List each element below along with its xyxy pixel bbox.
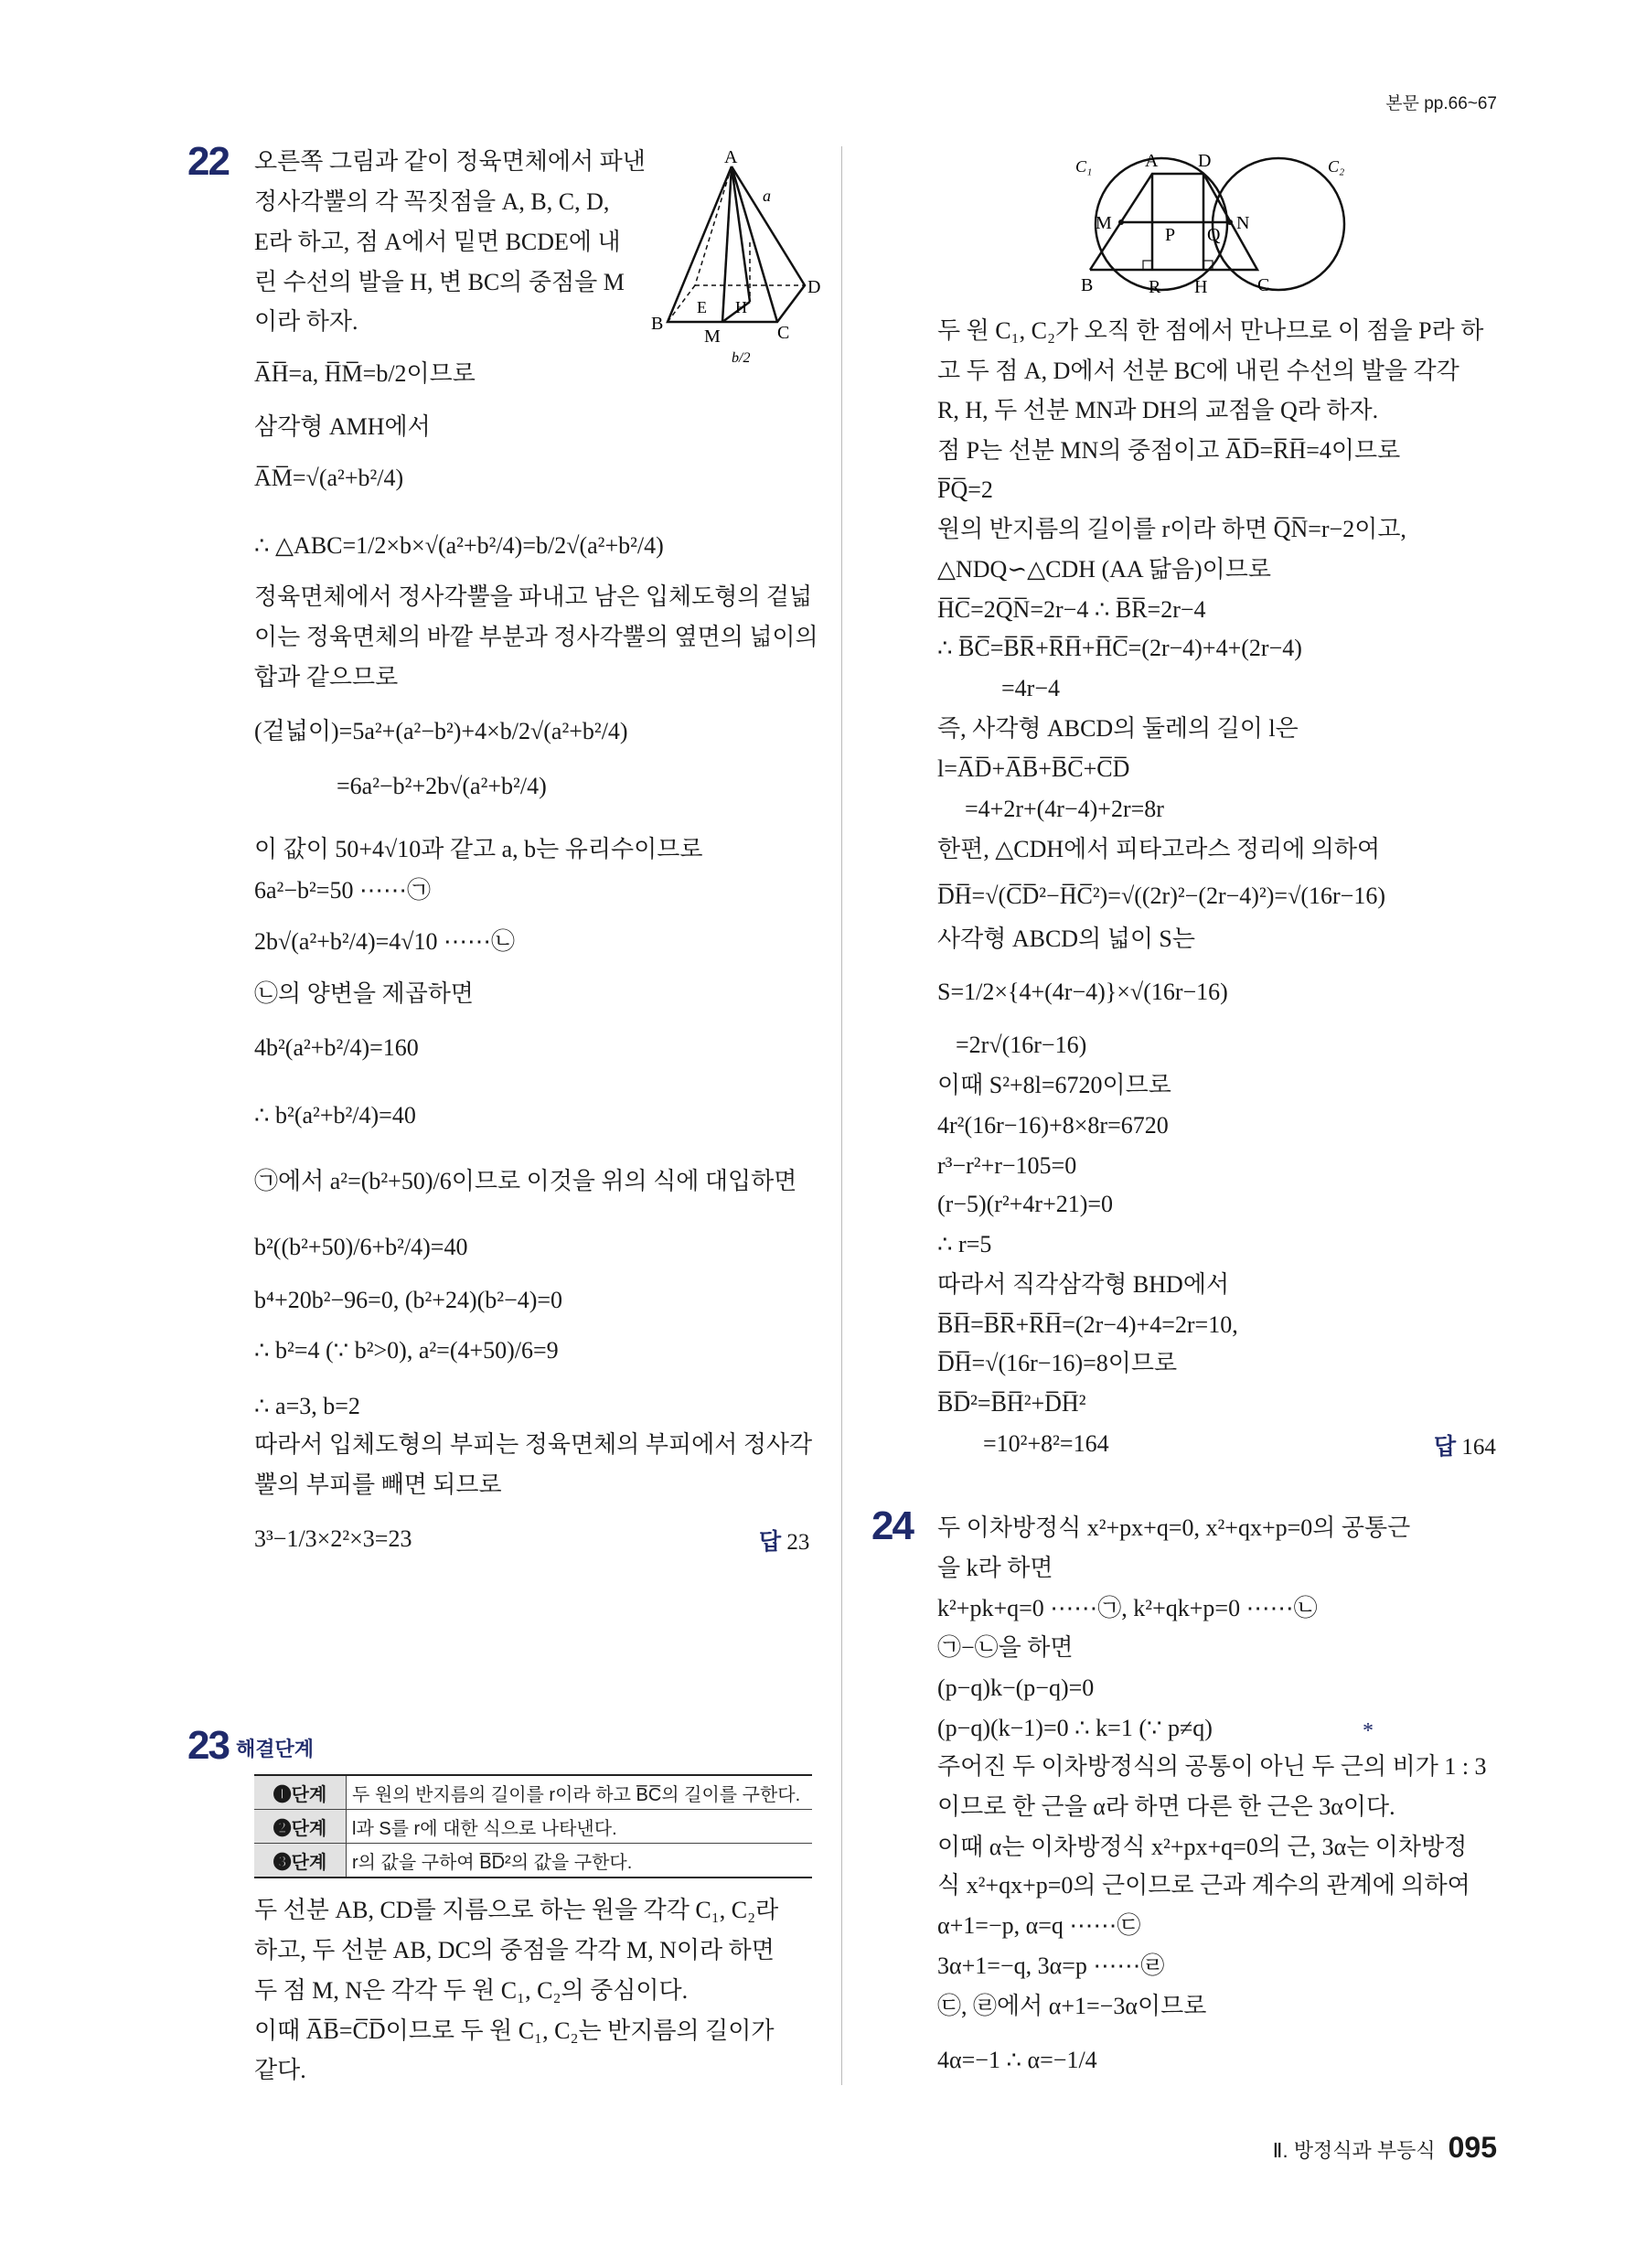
solution-line: 오른쪽 그림과 같이 정육면체에서 파낸	[254, 147, 646, 175]
solution-line: 3α+1=−q, 3α=p ⋯⋯㉣	[937, 1952, 1165, 1980]
solution-line: 이때 S²+8l=6720이므로	[937, 1072, 1171, 1099]
solution-line: 고 두 점 A, D에서 선분 BC에 내린 수선의 발을 각각	[937, 357, 1459, 384]
page-reference: 본문 pp.66~67	[1385, 94, 1497, 113]
solution-line: 두 점 M, N은 각각 두 원 C₁, C₂의 중심이다.	[254, 1976, 689, 2004]
label-C1: C₁	[1075, 157, 1093, 176]
solution-steps-table	[254, 1774, 812, 1878]
solution-line: =2r√(16r−16)	[956, 1032, 1087, 1059]
two-circles-figure	[1070, 146, 1372, 306]
solution-line: b²((b²+50)/6+b²/4)=40	[254, 1233, 468, 1260]
solution-line: R, H, 두 선분 MN과 DH의 교점을 Q라 하자.	[937, 397, 1379, 424]
solution-line: 식 x²+qx+p=0의 근이므로 근과 계수의 관계에 의하여	[937, 1872, 1470, 1899]
label-C2: C₂	[1328, 157, 1345, 176]
label-N: N	[1236, 213, 1250, 233]
solution-line: S=1/2×{4+(4r−4)}×√(16r−16)	[937, 979, 1228, 1006]
solution-line: 같다.	[254, 2057, 306, 2084]
solution-line: 점 P는 선분 MN의 중점이고 A̅D̅=R̅H̅=4이므로	[937, 437, 1401, 465]
solution-line: A̅H̅=a, H̅M̅=b/2이므로	[254, 359, 476, 387]
solution-line: 을 k라 하면	[937, 1554, 1053, 1581]
solution-line: =4+2r+(4r−4)+2r=8r	[965, 795, 1164, 822]
solution-line: A̅M̅=√(a²+b²/4)	[254, 465, 404, 492]
step-row: ❸단계 r의 값을 구하여 B̅D̅²의 값을 구한다.	[254, 1844, 812, 1878]
solution-line: 사각형 ABCD의 넓이 S는	[937, 925, 1196, 953]
solution-line: H̅C̅=2Q̅N̅=2r−4 ∴ B̅R̅=2r−4	[937, 596, 1206, 624]
solution-line: 하고, 두 선분 AB, DC의 중점을 각각 M, N이라 하면	[254, 1936, 775, 1963]
label-D: D	[1198, 151, 1212, 171]
solution-line: ∴ b²(a²+b²/4)=40	[254, 1101, 416, 1129]
solution-line: ∴ r=5	[937, 1230, 992, 1257]
solution-line: 한편, △CDH에서 피타고라스 정리에 의하여	[937, 835, 1381, 862]
column-divider	[841, 146, 842, 2085]
solution-line: B̅D̅²=B̅H̅²+D̅H̅²	[937, 1389, 1086, 1417]
label-P: P	[1165, 225, 1176, 245]
solution-line: 4r²(16r−16)+8×8r=6720	[937, 1111, 1169, 1139]
note-star: *	[1363, 1719, 1374, 1743]
solution-line: 따라서 직각삼각형 BHD에서	[937, 1270, 1230, 1298]
solution-line: 따라서 입체도형의 부피는 정육면체의 부피에서 정사각	[254, 1431, 813, 1459]
label-a: a	[763, 187, 771, 205]
label-D: D	[807, 277, 821, 297]
solution-line: 4b²(a²+b²/4)=160	[254, 1034, 419, 1062]
label-B: B	[1081, 275, 1094, 295]
label-H: H	[1194, 277, 1208, 297]
solution-line: 뿔의 부피를 빼면 되므로	[254, 1471, 502, 1498]
problem-number-24: 24	[871, 1503, 913, 1548]
label-H: H	[735, 298, 747, 316]
answer-23: 답 164	[1434, 1434, 1496, 1460]
label-C: C	[1257, 275, 1270, 295]
solution-line: ∴ B̅C̅=B̅R̅+R̅H̅+H̅C̅=(2r−4)+4+(2r−4)	[937, 635, 1302, 662]
solution-line: 4α=−1 ∴ α=−1/4	[937, 2047, 1097, 2074]
solution-line: 주어진 두 이차방정식의 공통이 아닌 두 근의 비가 1 : 3	[937, 1753, 1487, 1781]
steps-title: 해결단계	[236, 1738, 315, 1760]
solution-line: k²+pk+q=0 ⋯⋯㉠, k²+qk+p=0 ⋯⋯㉡	[937, 1594, 1318, 1621]
solution-line: ∴ a=3, b=2	[254, 1392, 360, 1419]
solution-line: 린 수선의 발을 H, 변 BC의 중점을 M	[254, 268, 625, 295]
solution-line: ㉠에서 a²=(b²+50)/6이므로 이것을 위의 식에 대입하면	[254, 1167, 797, 1194]
step-row: ❶단계 두 원의 반지름의 길이를 r이라 하고 B̅C̅의 길이를 구한다.	[254, 1775, 812, 1810]
solution-line: E라 하고, 점 A에서 밑면 BCDE에 내	[254, 228, 621, 255]
label-A: A	[1145, 151, 1159, 171]
page-footer	[1273, 2131, 1497, 2165]
solution-line: 원의 반지름의 길이를 r이라 하면 Q̅N̅=r−2이고,	[937, 516, 1406, 543]
solution-line: ㉢, ㉣에서 α+1=−3α이므로	[937, 1992, 1207, 2019]
solution-line: (r−5)(r²+4r+21)=0	[937, 1191, 1114, 1217]
step-row: ❷단계 l과 S를 r에 대한 식으로 나타낸다.	[254, 1810, 812, 1844]
problem-number-22: 22	[187, 139, 229, 184]
solution-line: (p−q)k−(p−q)=0	[937, 1674, 1095, 1702]
solution-line: 합과 같으므로	[254, 663, 399, 690]
solution-line: 이때 α는 이차방정식 x²+px+q=0의 근, 3α는 이차방정	[937, 1834, 1468, 1861]
solution-line: (겉넓이)=5a²+(a²−b²)+4×b/2√(a²+b²/4)	[254, 718, 628, 745]
label-Q: Q	[1207, 225, 1221, 245]
solution-line: (p−q)(k−1)=0 ∴ k=1 (∵ p≠q)	[937, 1715, 1213, 1742]
solution-line: =4r−4	[1001, 675, 1060, 702]
solution-line: =10²+8²=164	[983, 1429, 1109, 1457]
page-number: 095	[1448, 2131, 1497, 2164]
label-R: R	[1149, 277, 1161, 297]
solution-line: 두 이차방정식 x²+px+q=0, x²+qx+p=0의 공통근	[937, 1514, 1411, 1541]
solution-line: 즉, 사각형 ABCD의 둘레의 길이 l은	[937, 715, 1299, 743]
solution-line: b⁴+20b²−96=0, (b²+24)(b²−4)=0	[254, 1286, 563, 1313]
solution-line: ∴ b²=4 (∵ b²>0), a²=(4+50)/6=9	[254, 1336, 559, 1364]
solution-line: 정사각뿔의 각 꼭짓점을 A, B, C, D,	[254, 187, 610, 215]
solution-line: 이는 정육면체의 바깥 부분과 정사각뿔의 옆면의 넓이의	[254, 623, 818, 650]
solution-line: 3³−1/3×2²×3=23	[254, 1525, 412, 1553]
solution-line: =6a²−b²+2b√(a²+b²/4)	[337, 772, 547, 799]
label-b-half: b/2	[732, 350, 751, 366]
solution-line: 이 값이 50+4√10과 같고 a, b는 유리수이므로	[254, 835, 703, 862]
problem-number-23: 23	[187, 1723, 229, 1768]
solution-line: 이라 하자.	[254, 308, 358, 336]
solution-line: P̅Q̅=2	[937, 476, 993, 503]
solution-line: ㉡의 양변을 제곱하면	[254, 979, 474, 1007]
label-A: A	[724, 147, 738, 167]
solution-line: 정육면체에서 정사각뿔을 파내고 남은 입체도형의 겉넓	[254, 583, 813, 611]
label-E: E	[697, 298, 707, 316]
solution-line: r³−r²+r−105=0	[937, 1151, 1077, 1179]
solution-line: 두 선분 AB, CD를 지름으로 하는 원을 각각 C₁, C₂라	[254, 1897, 779, 1924]
solution-line: D̅H̅=√(C̅D̅²−H̅C̅²)=√((2r)²−(2r−4)²)=√(16r−16)	[937, 883, 1385, 910]
label-C: C	[777, 323, 790, 343]
answer-22: 답 23	[759, 1529, 810, 1555]
chapter-title: Ⅱ. 방정식과 부등식	[1272, 2139, 1436, 2162]
solution-line: ㉠−㉡을 하면	[937, 1634, 1074, 1662]
solution-line: 삼각형 AMH에서	[254, 412, 431, 440]
solution-line: l=A̅D̅+A̅B̅+B̅C̅+C̅D̅	[937, 754, 1130, 782]
solution-line: 2b√(a²+b²/4)=4√10 ⋯⋯㉡	[254, 928, 516, 956]
solution-line: B̅H̅=B̅R̅+R̅H̅=(2r−4)+4=2r=10,	[937, 1311, 1238, 1338]
solution-line: 두 원 C₁, C₂가 오직 한 점에서 만나므로 이 점을 P라 하	[937, 316, 1484, 344]
label-M: M	[1096, 213, 1112, 233]
pyramid-figure	[640, 146, 823, 384]
solution-line: ∴ △ABC=1/2×b×√(a²+b²/4)=b/2√(a²+b²/4)	[254, 531, 664, 559]
solution-line: △NDQ∽△CDH (AA 닮음)이므로	[937, 556, 1272, 583]
solution-line: α+1=−p, α=q ⋯⋯㉢	[937, 1912, 1141, 1940]
solution-line: 이때 A̅B̅=C̅D̅이므로 두 원 C₁, C₂는 반지름의 길이가	[254, 2017, 775, 2044]
solution-line: 6a²−b²=50 ⋯⋯㉠	[254, 877, 431, 904]
label-B: B	[651, 314, 664, 334]
solution-line: 이므로 한 근을 α라 하면 다른 한 근은 3α이다.	[937, 1793, 1395, 1821]
solution-line: D̅H̅=√(16r−16)=8이므로	[937, 1349, 1178, 1376]
label-M: M	[704, 326, 721, 347]
